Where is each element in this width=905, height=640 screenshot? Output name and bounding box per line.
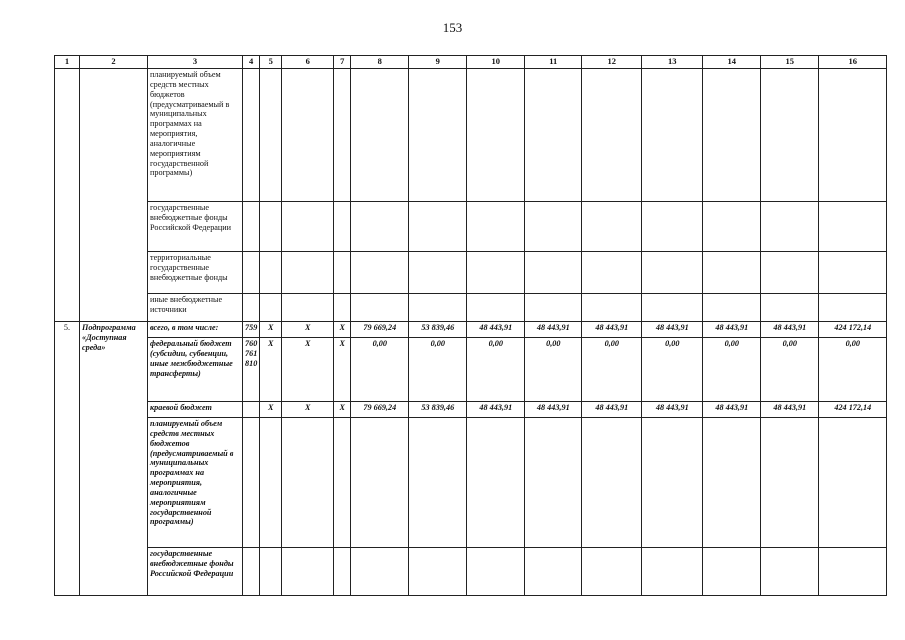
value-cell: 0,00 [467, 338, 525, 402]
header-col-4: 4 [243, 56, 260, 69]
header-col-8: 8 [351, 56, 409, 69]
table-row [55, 252, 887, 294]
value-cell: 48 443,91 [761, 322, 819, 338]
cell-c7: X [334, 338, 351, 402]
table-row [55, 202, 887, 252]
header-col-2: 2 [80, 56, 148, 69]
header-col-3: 3 [148, 56, 243, 69]
value-cell: 48 443,91 [525, 402, 582, 418]
funding-source: планируемый объем средств местных бюджетов (предусматриваемый в муниципальных программах на мероприятия, аналогичные мероприятиям государственной программы) [148, 69, 243, 202]
continued-name-cell [80, 69, 148, 322]
header-col-6: 6 [282, 56, 334, 69]
budget-table [54, 55, 887, 596]
budget-codes: 760 761 810 [243, 338, 260, 402]
table-row [55, 338, 887, 402]
value-cell: 0,00 [703, 338, 761, 402]
page-number: 153 [442, 20, 463, 35]
value-cell: 53 839,46 [409, 402, 467, 418]
subprogram-name: Подпрограмма «Доступная среда» [80, 322, 148, 596]
total-cell: 424 172,14 [819, 402, 887, 418]
table-row [55, 294, 887, 322]
value-cell: 53 839,46 [409, 322, 467, 338]
header-col-11: 11 [525, 56, 582, 69]
table-row [55, 418, 887, 548]
continued-number-cell [55, 69, 80, 322]
cell-c7: X [334, 402, 351, 418]
funding-source: планируемый объем средств местных бюджетов (предусматриваемый в муниципальных программах на мероприятия, аналогичные мероприятиям государственной программы) [148, 418, 243, 548]
header-col-1: 1 [55, 56, 80, 69]
header-col-5: 5 [260, 56, 282, 69]
total-cell: 424 172,14 [819, 322, 887, 338]
funding-source: федеральный бюджет (субсидии, субвенции, иные межбюджетные трансферты) [148, 338, 243, 402]
value-cell: 48 443,91 [761, 402, 819, 418]
funding-source: иные внебюджетные источники [148, 294, 243, 322]
funding-source: территориальные государственные внебюджетные фонды [148, 252, 243, 294]
value-cell: 48 443,91 [467, 402, 525, 418]
value-cell: 0,00 [642, 338, 703, 402]
value-cell: 0,00 [409, 338, 467, 402]
cell-c6: X [282, 338, 334, 402]
funding-source: краевой бюджет [148, 402, 243, 418]
value-cell: 0,00 [525, 338, 582, 402]
value-cell: 48 443,91 [525, 322, 582, 338]
table-row [55, 69, 887, 202]
header-col-7: 7 [334, 56, 351, 69]
cell-c6: X [282, 402, 334, 418]
table-row [55, 402, 887, 418]
value-cell: 79 669,24 [351, 402, 409, 418]
value-cell: 48 443,91 [642, 322, 703, 338]
funding-source: государственные внебюджетные фонды Российской Федерации [148, 548, 243, 596]
value-cell: 48 443,91 [642, 402, 703, 418]
table-row [55, 548, 887, 596]
header-row [55, 56, 887, 69]
cell-c5: X [260, 402, 282, 418]
header-col-16: 16 [819, 56, 887, 69]
cell-c7: X [334, 322, 351, 338]
value-cell: 48 443,91 [467, 322, 525, 338]
budget-codes: 759 [243, 322, 260, 338]
value-cell: 0,00 [351, 338, 409, 402]
total-cell: 0,00 [819, 338, 887, 402]
funding-source: всего, в том числе: [148, 322, 243, 338]
header-col-9: 9 [409, 56, 467, 69]
value-cell: 48 443,91 [703, 322, 761, 338]
cell-c5: X [260, 322, 282, 338]
value-cell: 48 443,91 [703, 402, 761, 418]
header-col-10: 10 [467, 56, 525, 69]
header-col-12: 12 [582, 56, 642, 69]
cell-c6: X [282, 322, 334, 338]
funding-source: государственные внебюджетные фонды Российской Федерации [148, 202, 243, 252]
value-cell: 48 443,91 [582, 322, 642, 338]
value-cell: 0,00 [582, 338, 642, 402]
budget-codes [243, 402, 260, 418]
value-cell: 0,00 [761, 338, 819, 402]
value-cell: 48 443,91 [582, 402, 642, 418]
header-col-14: 14 [703, 56, 761, 69]
header-col-15: 15 [761, 56, 819, 69]
cell-c5: X [260, 338, 282, 402]
table-row [55, 322, 887, 338]
subprogram-number: 5. [55, 322, 80, 596]
value-cell: 79 669,24 [351, 322, 409, 338]
header-col-13: 13 [642, 56, 703, 69]
